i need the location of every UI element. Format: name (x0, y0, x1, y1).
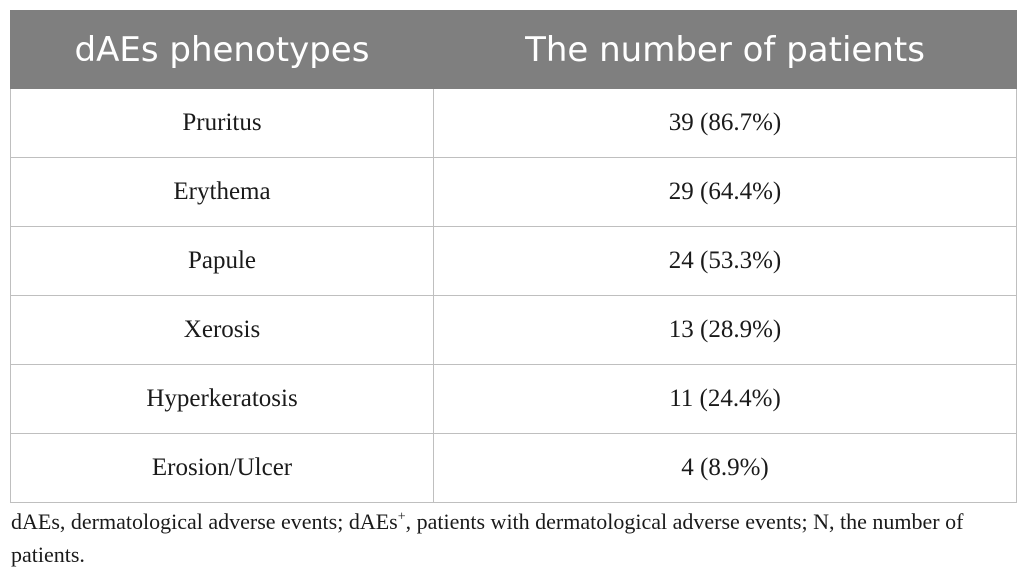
patients-cell: 13 (28.9%) (434, 296, 1017, 365)
table-row (11, 227, 1017, 296)
phenotype-table (10, 10, 1017, 503)
patients-cell: 39 (86.7%) (434, 89, 1017, 158)
table-header-row (11, 11, 1017, 89)
patients-cell: 24 (53.3%) (434, 227, 1017, 296)
phenotype-cell: Erosion/Ulcer (11, 434, 434, 503)
table-row (11, 89, 1017, 158)
patients-cell: 11 (24.4%) (434, 365, 1017, 434)
phenotype-cell: Xerosis (11, 296, 434, 365)
table-footnote (11, 505, 1021, 571)
column-header-patients: The number of patients (434, 11, 1017, 89)
patients-cell: 4 (8.9%) (434, 434, 1017, 503)
phenotype-cell: Papule (11, 227, 434, 296)
footnote-superscript: + (397, 509, 406, 525)
patients-cell: 29 (64.4%) (434, 158, 1017, 227)
footnote-text-part2: , patients with dermatological adverse events; N, the number of patients. (11, 509, 964, 567)
phenotype-cell: Hyperkeratosis (11, 365, 434, 434)
table-row (11, 434, 1017, 503)
column-header-phenotype: dAEs phenotypes (11, 11, 434, 89)
phenotype-table-container (10, 10, 1016, 503)
phenotype-cell: Pruritus (11, 89, 434, 158)
footnote-text-part1: dAEs, dermatological adverse events; dAEs (11, 509, 398, 534)
table-row (11, 365, 1017, 434)
table-row (11, 158, 1017, 227)
table-row (11, 296, 1017, 365)
phenotype-cell: Erythema (11, 158, 434, 227)
